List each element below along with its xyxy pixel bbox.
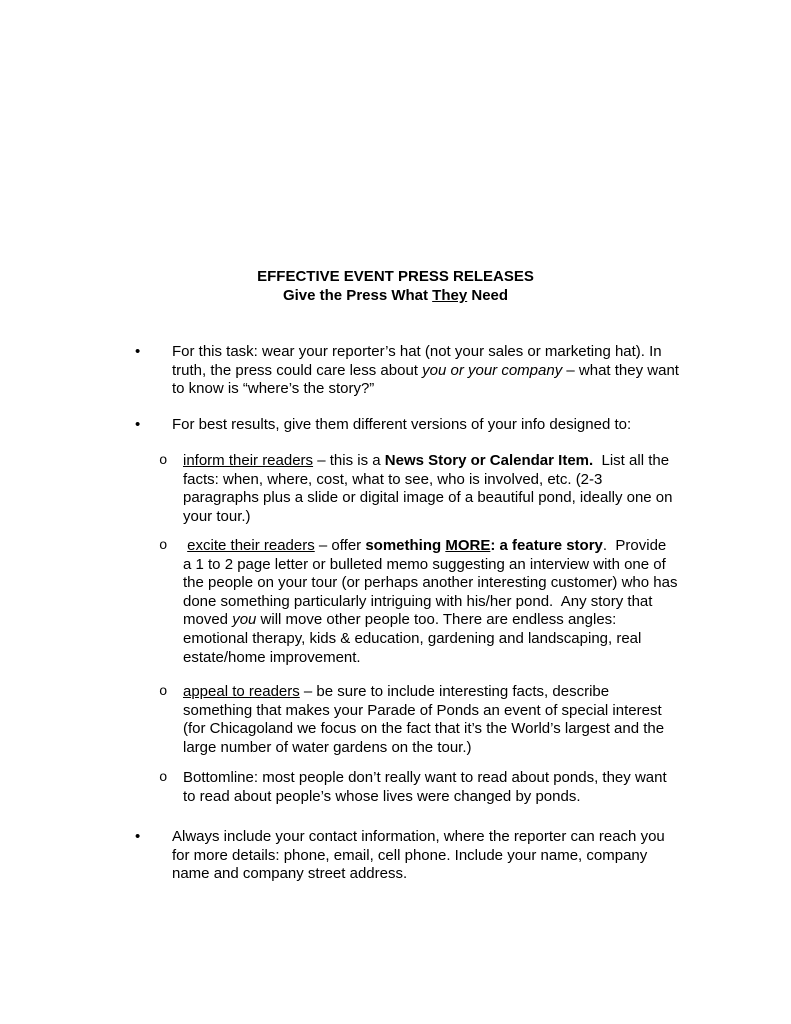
circle-bullet-icon: o <box>159 684 168 700</box>
bold-phrase: something <box>365 537 446 554</box>
text-line: (for Chicagoland we focus on the fact that it’s the World’s largest and the <box>183 720 665 738</box>
text-line: your tour.) <box>183 507 251 525</box>
bullet-icon: • <box>135 343 141 360</box>
circle-bullet-icon: o <box>159 538 168 554</box>
text-line: Bottomline: most people don’t really want to read about ponds, they want <box>183 769 667 786</box>
bold-phrase: : a feature story <box>490 537 603 554</box>
text-line: something that makes your Parade of Ponds an event of special interest <box>183 701 662 719</box>
title-line-1 <box>0 268 791 287</box>
circle-bullet-icon: o <box>159 453 168 469</box>
text-line: For best results, give them different versions of your info designed to: <box>172 416 632 433</box>
underlined-phrase: inform their readers <box>183 452 314 469</box>
bold-underlined-more: MORE <box>445 537 491 554</box>
italic-phrase: you or your company <box>422 361 563 379</box>
text-line: truth, the press could care less about you or your company – what they want <box>172 361 679 379</box>
text-line: For this task: wear your reporter’s hat (not your sales or marketing hat). In <box>172 343 662 360</box>
text-line: inform their readers – this is a News Story or Calendar Item. List all the <box>183 452 670 469</box>
underlined-phrase: excite their readers <box>187 537 315 554</box>
text-line: a 1 to 2 page letter or bulleted memo suggesting an interview with one of <box>183 555 666 573</box>
text-line: for more details: phone, email, cell phone. Include your name, company <box>172 846 648 864</box>
text-line: to know is “where’s the story?” <box>172 380 375 398</box>
subtitle-text: Give the Press What <box>282 286 433 304</box>
text-line: done something particularly intriguing with his/her pond. Any story that <box>183 592 653 610</box>
text-line: moved you will move other people too. There are endless angles: <box>183 611 617 629</box>
text-line: estate/home improvement. <box>183 648 361 666</box>
text-line: to read about people’s whose lives were changed by ponds. <box>183 787 581 805</box>
bullet-icon: • <box>135 828 141 845</box>
text-line: emotional therapy, kids & education, gardening and landscaping, real <box>183 629 642 647</box>
text-line: the people on your tour (or perhaps another interesting customer) who has <box>183 574 678 592</box>
title-text: EFFECTIVE EVENT PRESS RELEASES <box>257 268 534 285</box>
text-line: large number of water gardens on the tour.) <box>183 738 472 756</box>
text-line: facts: when, where, cost, what to see, who is involved, etc. (2-3 <box>183 470 603 488</box>
subtitle-text-end: Need <box>467 286 509 304</box>
underlined-phrase: appeal to readers <box>183 683 300 700</box>
title-line-2 <box>0 287 791 306</box>
italic-phrase: you <box>232 611 257 629</box>
bold-phrase: News Story or Calendar Item. <box>384 452 594 469</box>
subtitle-underlined-they: They <box>432 286 468 304</box>
document-title <box>0 268 791 305</box>
text-line: name and company street address. <box>172 865 408 883</box>
text-line: appeal to readers – be sure to include interesting facts, describe <box>183 683 610 700</box>
text-line: excite their readers – offer something MORE: a feature story. Provide <box>187 537 667 554</box>
circle-bullet-icon: o <box>159 770 168 786</box>
bullet-icon: • <box>135 416 141 433</box>
text-line: Always include your contact information, where the reporter can reach you <box>172 828 665 845</box>
text-line: paragraphs plus a slide or digital image of a beautiful pond, ideally one on <box>183 489 673 507</box>
